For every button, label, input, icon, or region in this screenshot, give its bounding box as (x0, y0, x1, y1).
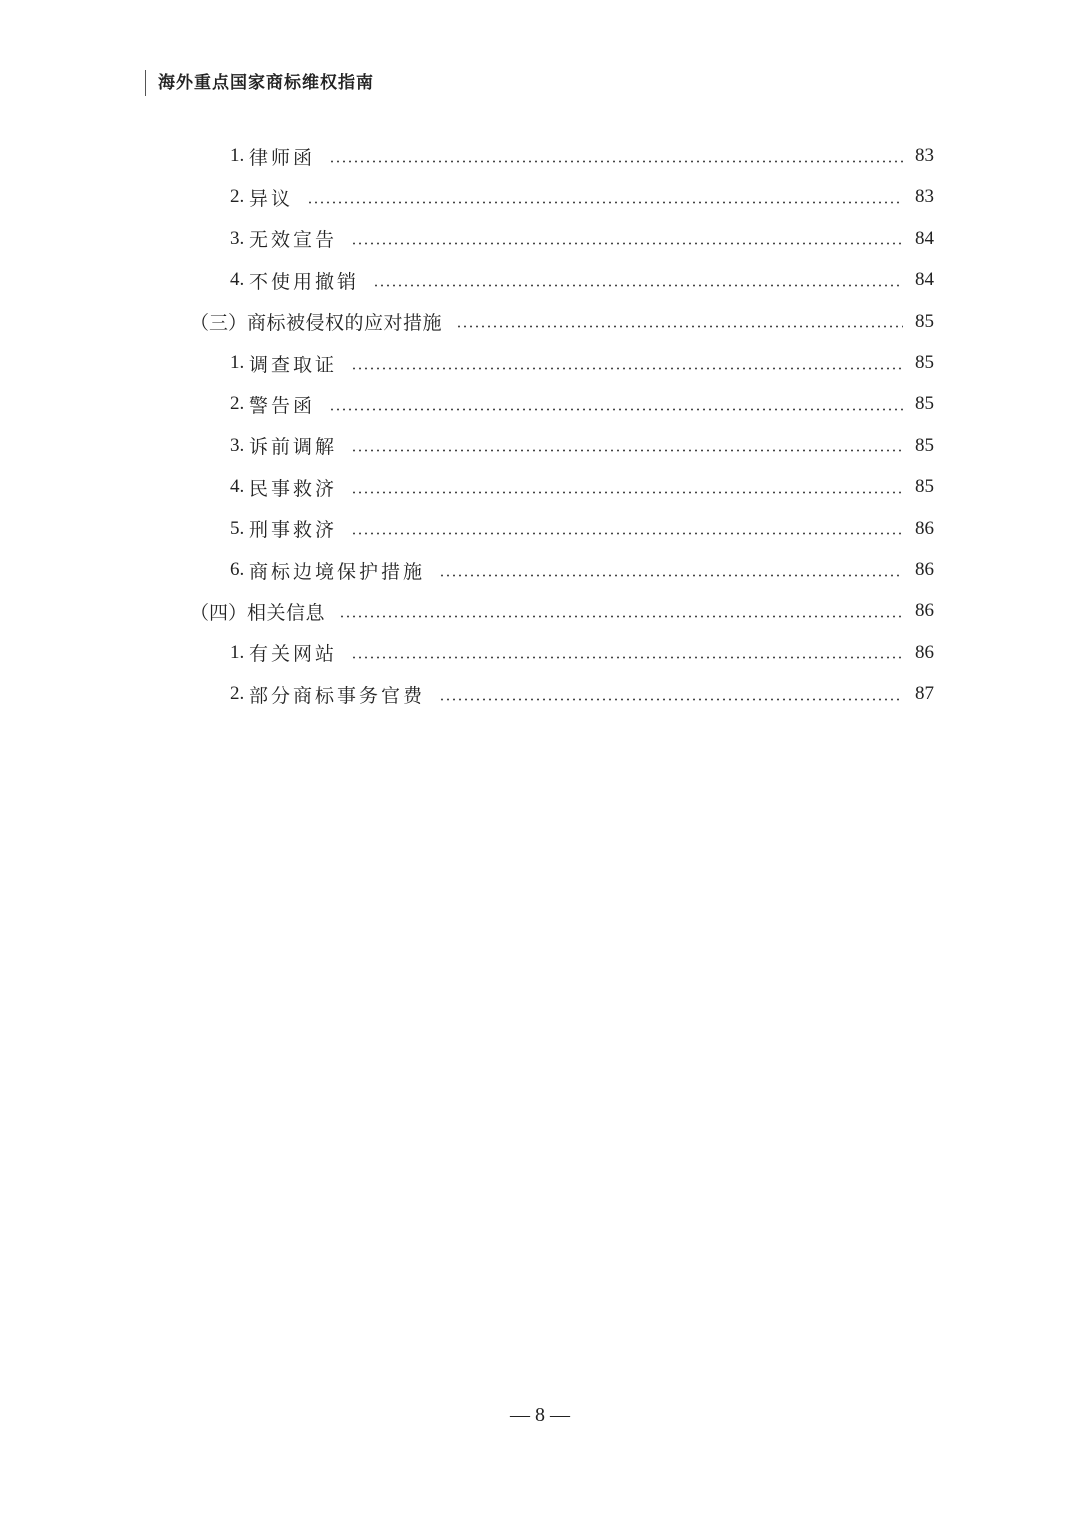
dot-leader (307, 201, 903, 204)
toc-entry[interactable] (230, 550, 934, 590)
toc-entry[interactable] (230, 467, 934, 507)
toc-entry-page: 85 (915, 476, 934, 498)
page-number: — 8 — (510, 1404, 570, 1426)
dot-leader (351, 367, 903, 370)
toc-entry-page: 83 (915, 145, 934, 166)
toc-entry-page: 85 (915, 434, 934, 456)
dot-leader (339, 615, 903, 618)
toc-entry[interactable] (230, 674, 934, 714)
header-title: 海外重点国家商标维权指南 (158, 73, 374, 93)
toc-entry[interactable] (230, 136, 934, 176)
toc-entry-number: 6. (230, 559, 249, 580)
dot-leader (329, 160, 903, 163)
running-header (145, 70, 374, 96)
toc-entry-title: 不使用撤销 (249, 270, 360, 293)
toc-entry-title: 诉前调解 (249, 436, 338, 459)
toc-entry-page: 86 (915, 559, 934, 580)
toc-entry-number: 1. (230, 352, 249, 373)
toc-entry-page: 86 (915, 517, 934, 539)
toc-entry-page: 86 (915, 641, 934, 663)
dot-leader (329, 408, 903, 411)
toc-entry[interactable] (230, 509, 934, 549)
dot-leader (351, 242, 903, 245)
toc-entry-page: 85 (915, 393, 934, 415)
dot-leader (351, 449, 903, 452)
dot-leader (439, 574, 903, 577)
toc-entry-page: 86 (915, 600, 934, 622)
toc-entry-number: 1. (230, 641, 249, 663)
dot-leader (351, 491, 903, 494)
toc-entry[interactable] (230, 384, 934, 424)
toc-entry-number: 2. (230, 393, 249, 415)
toc-entry-title: 商标被侵权的应对措施 (247, 312, 443, 335)
toc-entry[interactable] (230, 633, 934, 673)
dot-leader (373, 284, 903, 287)
toc-entry-number: 3. (230, 434, 249, 456)
toc-entry-page: 85 (915, 310, 934, 332)
toc-entry-page: 83 (915, 186, 934, 208)
toc-entry-number: 2. (230, 186, 249, 208)
toc-entry-number: 5. (230, 517, 249, 539)
toc-entry-page: 87 (915, 683, 934, 705)
toc-entry-title: 无效宣告 (249, 229, 338, 252)
toc-entry-number: 3. (230, 227, 249, 249)
toc-entry-page: 85 (915, 352, 934, 373)
toc-entry-title: 调查取证 (249, 353, 338, 376)
toc-entry-number: （四） (190, 602, 248, 624)
toc-entry-title: 部分商标事务官费 (249, 684, 426, 707)
toc-entry-title: 有关网站 (249, 643, 338, 666)
toc-entry-title: 律师函 (249, 146, 316, 169)
toc-entry-number: 1. (230, 145, 249, 166)
toc-entry[interactable] (190, 591, 934, 631)
toc-entry-title: 刑事救济 (249, 519, 338, 542)
dot-leader (439, 698, 903, 701)
toc-entry-number: 4. (230, 476, 249, 498)
toc-entry[interactable] (230, 219, 934, 259)
toc-entry[interactable] (190, 302, 934, 342)
toc-entry-number: 4. (230, 269, 249, 291)
toc-entry[interactable] (230, 426, 934, 466)
toc-entry[interactable] (230, 343, 934, 383)
toc-entry-title: 相关信息 (247, 601, 326, 624)
toc-entry-number: （三） (190, 313, 248, 335)
toc-entry-title: 民事救济 (249, 477, 338, 500)
toc-entry-title: 警告函 (249, 394, 316, 417)
toc-entry[interactable] (230, 177, 934, 217)
toc-entry-page: 84 (915, 227, 934, 249)
dot-leader (351, 656, 903, 659)
dot-leader (351, 532, 903, 535)
toc-entry-title: 商标边境保护措施 (249, 560, 426, 583)
toc-entry-title: 异议 (249, 187, 294, 210)
toc-entry-number: 2. (230, 683, 249, 705)
toc-entry[interactable] (230, 260, 934, 300)
toc-entry-page: 84 (915, 269, 934, 291)
dot-leader (456, 325, 903, 328)
